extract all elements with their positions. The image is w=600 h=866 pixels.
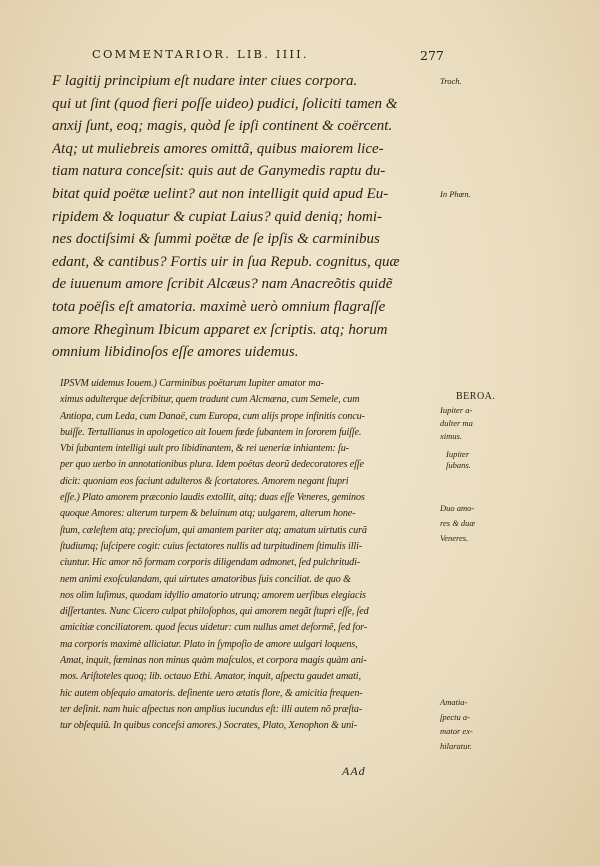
commentary-line: Amat, inquit, fœminas non minus quàm maſculos, et corpora magis quàm ani- (60, 655, 367, 667)
commentary-line: per quo uerbo in annotationibus plura. Idem poëtas deorũ dedecoratores eſſe (60, 459, 364, 471)
commentary-block (60, 376, 432, 735)
commentary-line: ciuntur. Hic amor nõ formam corporis diligendam admonet, ſed pulchritudi- (60, 557, 361, 569)
main-text-line: tota poëſis eſt amatoria. maximè uerò omnium flagraſſe (52, 298, 386, 315)
commentary-line: Vbi ſubantem intelligi uult pro libidinantem, & rei ueneriæ inhiantem: ſu- (60, 443, 349, 455)
margin-note-in-phoen: In Phœn. (440, 189, 471, 199)
commentary-line: hic autem obſequio amatoris. deſinente uero ætatis flore, & amicitia frequen- (60, 687, 363, 699)
commentary-line: eſſe.) Plato amorem præconio laudis extollit, aitq; duas eſſe Veneres, geminos (60, 492, 365, 504)
page-number: 277 (420, 48, 444, 63)
margin-note-subans: ſubans. (446, 460, 471, 470)
main-text-line: Atq; ut muliebreis amores omittã, quibus maiorem lice- (52, 140, 384, 157)
margin-note-beroa: BEROA. (456, 391, 496, 402)
running-title: COMMENTARIOR. LIB. IIII. (92, 47, 309, 61)
margin-note-duo-amo: Duo amo- (440, 503, 475, 513)
commentary-line: mos. Ariſtoteles quoq; lib. octauo Ethi. Amator, inquit, aſpectu gaudet amati, (60, 671, 361, 683)
commentary-line: dicit: quoniam eos faciunt adulteros & ſcortatores. Amorem negant ſtupri (60, 475, 349, 487)
commentary-line: nem animi exoſculandam, qui uirtutes amatoribus ſuis conciliat. de quo & (60, 573, 351, 585)
margin-note-iupiter-2: Iupiter (446, 449, 470, 459)
margin-note-dulter: dulter ma (440, 418, 473, 428)
margin-note-mator: mator ex- (440, 726, 473, 736)
main-text-line: F lagitij principium eſt nudare inter ciues corpora. (52, 73, 358, 89)
main-text-line: nes doctiſsimi & ſummi poëtæ de ſe ipſis & carminibus (52, 231, 380, 248)
commentary-line: tur obſequiũ. In quibus conceſsi amores.) Socrates, Plato, Xenophon & uni- (60, 720, 357, 732)
commentary-line: amicitiæ conciliatorem. quod ſecus uidetur: cum nullus amet deformẽ, ſed for- (60, 622, 368, 634)
main-text-line: de iuuenum amore ſcribit Alcæus? nam Anacreõtis quidẽ (52, 276, 393, 293)
commentary-line: ter deſinit. nam huic aſpectus non amplius iucundus eſt: illi autem nõ præſta- (60, 703, 363, 715)
main-text-line: tiam natura conceſsit: quis aut de Ganymedis raptu du- (52, 163, 386, 180)
commentary-line: quoque Amores: alterum turpem & beluinum atq; uulgarem, alterum hone- (60, 508, 356, 520)
margin-note-troch: Troch. (440, 76, 462, 86)
margin-note-res-duae: res & duæ (440, 518, 476, 528)
commentary-line: Antiopa, cum Leda, cum Danaë, cum Europa, cum alijs prope infinitis concu- (60, 410, 365, 422)
margin-note-amatia: Amatia- (440, 697, 468, 707)
margin-note-spectu: ſpectu a- (440, 712, 470, 722)
margin-note-hilaratur: hilaratur. (440, 741, 472, 751)
commentary-line: nos olim luſimus, quodam idyllio amatorio utrunq; amorem uerſibus elegiacis (60, 589, 366, 601)
signature-mark: AAd (342, 764, 366, 778)
main-text-line: ripidem & loquatur & cupiat Laius? quid deniq; homi- (52, 208, 382, 225)
commentary-line: ſtum, cæleſtem atq; precioſum, qui amantem pariter atq; amatum uirtutis curã (60, 524, 367, 536)
main-text-line: anxij ſunt, eoq; magis, quòd ſe ipſi continent & coërcent. (52, 118, 393, 135)
commentary-line: buiſſe. Tertullianus in apologetico ait Iouem fœde ſubantem in ſororem fuiſſe. (60, 426, 362, 438)
margin-note-iupiter: Iupiter a- (440, 405, 473, 415)
main-text-line: omnium libidinoſos eſſe amores uidemus. (52, 344, 299, 361)
commentary-line: ſtudiumq; ſuſcipere cogit: cuius ſectatores nullis ad turpitudinem ſtimulis illi- (60, 540, 363, 552)
main-text-line: amore Rhegìnum Ibicum apparet ex ſcriptis. atq; horum (52, 321, 388, 338)
commentary-line: diſſertantes. Nunc Cicero culpat philoſophos, qui amorem negãt ſtupri eſſe, ſed (60, 606, 369, 618)
main-text-block (52, 70, 432, 364)
margin-note-ximus: ximus. (440, 431, 462, 441)
main-text-line: qui ut ſint (quod fieri poſſe uideo) pudici, ſoliciti tamen & (52, 95, 398, 112)
commentary-line: ximus adulterque deſcribitur, quem tradunt cum Alcmæna, cum Semele, cum (60, 394, 360, 406)
commentary-line: IPSVM uidemus Iouem.) Carminibus poëtarum Iupiter amator ma- (60, 378, 324, 389)
main-text-line: bitat quid poëtæ uelint? aut non intelligit quid apud Eu- (52, 185, 389, 202)
main-text-line: edant, & cantibus? Fortis uir in ſua Repub. cognitus, quæ (52, 253, 400, 270)
margin-note-veneres: Veneres. (440, 533, 469, 543)
commentary-line: ma corporis maximè alliciatur. Plato in ſympoſio de amore uulgari loquens, (60, 638, 358, 650)
